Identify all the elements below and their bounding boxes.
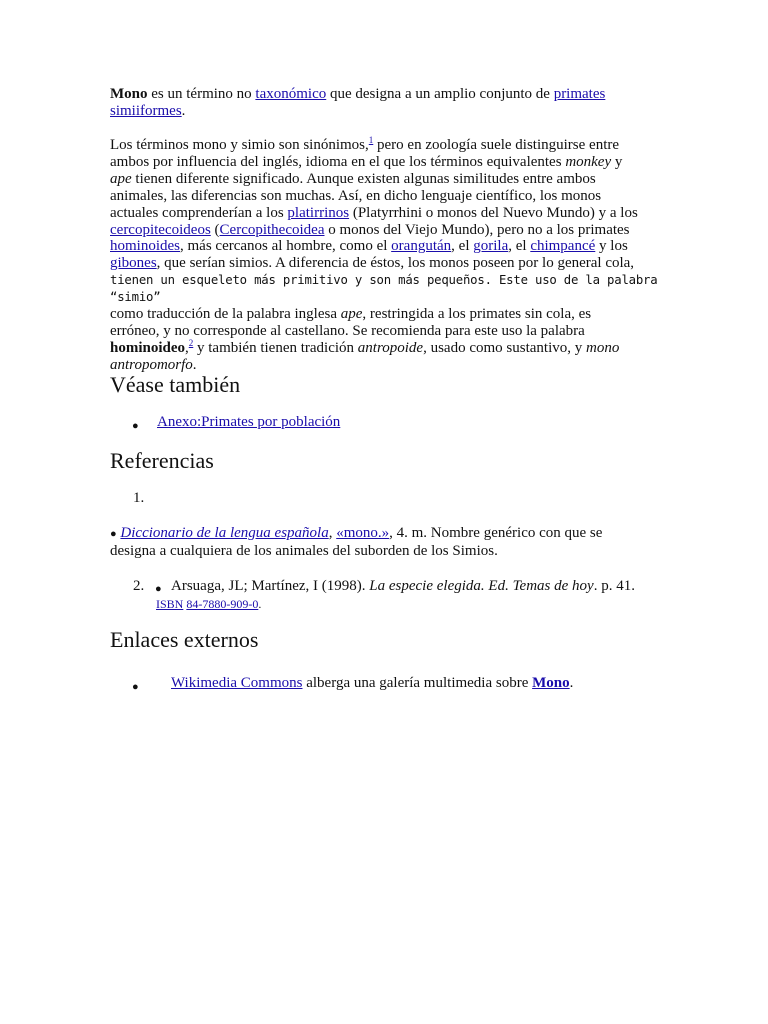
- reference-2-isbn: [156, 596, 261, 613]
- link-simiiformes[interactable]: simiiformes: [110, 102, 182, 119]
- link-anexo-primates[interactable]: Anexo:Primates por población: [157, 414, 341, 430]
- italic-ape: ape: [110, 170, 132, 187]
- ref-number-1: 1.: [133, 490, 145, 506]
- ref-link-2[interactable]: 2: [188, 337, 194, 348]
- link-hominoides[interactable]: hominoides: [110, 238, 180, 255]
- body-text: , más cercanos al hombre, como el: [180, 238, 392, 255]
- body-text: y: [611, 153, 623, 170]
- reference-2: [171, 578, 635, 595]
- italic-antropoide: antropoide: [357, 339, 424, 356]
- body-text: animales, las diferencias son muchas. Así, en dicho lenguaje científico, los monos: [110, 187, 602, 204]
- heading-see-also: Véase también: [110, 372, 241, 397]
- link-gibones[interactable]: gibones: [110, 255, 157, 272]
- body-paragraph: [110, 137, 670, 374]
- body-text: erróneo, y no corresponde al castellano. Se recomienda para este uso la palabra: [110, 322, 585, 339]
- body-text: ,: [185, 339, 189, 356]
- term-bold: Mono: [110, 86, 148, 102]
- body-text: y los: [595, 238, 628, 255]
- bullet-icon: ●: [155, 583, 162, 595]
- italic-monkey: monkey: [565, 153, 612, 170]
- ref-text: Arsuaga, JL; Martínez, I (1998).: [171, 578, 370, 594]
- link-taxonomico[interactable]: taxonómico: [255, 86, 327, 102]
- intro-text: es un término no: [147, 86, 256, 102]
- ref-text: ,: [328, 525, 337, 541]
- body-text: (Platyrrhini o monos del Nuevo Mundo) y a los: [349, 204, 638, 221]
- body-text: , el: [451, 238, 474, 255]
- ref-text: , 4. m. Nombre genérico con que se: [389, 525, 603, 541]
- body-text: tienen diferente significado. Aunque existen algunas similitudes entre ambos: [131, 170, 596, 187]
- intro-text: .: [181, 102, 186, 119]
- bullet-icon: ●: [132, 681, 139, 693]
- italic-ape: ape: [340, 306, 363, 323]
- link-cercopitecoideos[interactable]: cercopitecoideos: [110, 221, 211, 238]
- link-isbn-number[interactable]: 84-7880-909-0: [186, 597, 259, 611]
- link-orangutan[interactable]: orangután: [391, 238, 452, 255]
- body-text: actuales comprenderían a los: [110, 204, 288, 221]
- external-text: .: [569, 675, 574, 691]
- ref-text: . p. 41.: [593, 578, 635, 594]
- bold-hominoideo: hominoideo: [110, 339, 186, 356]
- ref-italic-title: La especie elegida. Ed. Temas de hoy: [369, 578, 594, 594]
- body-text: ambos por influencia del inglés, idioma en el que los términos equivalentes: [110, 153, 566, 170]
- body-text: pero en zoología suele distinguirse entre: [373, 137, 620, 153]
- ref-number-2: 2.: [133, 578, 145, 594]
- heading-external-links: Enlaces externos: [110, 627, 259, 652]
- body-text: , que serían simios. A diferencia de éstos, los monos poseen por lo general cola,: [156, 255, 635, 272]
- link-platirrinos[interactable]: platirrinos: [287, 204, 350, 221]
- body-text: como traducción de la palabra inglesa: [110, 306, 341, 323]
- body-text: .: [192, 356, 197, 373]
- body-text: , el: [508, 238, 531, 255]
- link-wikimedia-commons[interactable]: Wikimedia Commons: [171, 675, 303, 691]
- body-text: Los términos mono y simio son sinónimos,: [110, 137, 369, 153]
- heading-references: Referencias: [110, 448, 214, 473]
- body-text-mono: tienen un esqueleto más primitivo y son más pequeños. Este uso de la palabra “simio”: [110, 273, 658, 305]
- link-isbn[interactable]: ISBN: [156, 597, 184, 611]
- link-gorila[interactable]: gorila: [473, 238, 509, 255]
- ref-text: designa a cualquiera de los animales del suborden de los Simios.: [110, 542, 498, 559]
- italic-antropomorfo: antropomorfo: [110, 356, 193, 373]
- body-text: o monos del Viejo Mundo), pero no a los primates: [324, 221, 630, 238]
- link-primates[interactable]: primates: [553, 86, 606, 102]
- ref-text: .: [258, 597, 262, 611]
- external-text: alberga una galería multimedia sobre: [302, 675, 533, 691]
- ref-link-1[interactable]: 1: [368, 135, 374, 145]
- intro-paragraph: [110, 86, 605, 120]
- body-text: (: [210, 221, 220, 238]
- italic-mono: mono: [585, 339, 620, 356]
- bullet-icon: ●: [132, 420, 139, 432]
- link-mono-dle[interactable]: «mono.»: [336, 525, 390, 541]
- link-cercopithecoidea[interactable]: Cercopithecoidea: [219, 221, 325, 238]
- link-chimpance[interactable]: chimpancé: [530, 238, 596, 255]
- link-diccionario[interactable]: Diccionario de la lengua española: [120, 525, 329, 541]
- link-mono-commons[interactable]: Mono: [532, 675, 570, 691]
- external-link-item: [171, 675, 573, 692]
- reference-1: [110, 525, 602, 560]
- body-text: , restringida a los primates sin cola, es: [362, 306, 592, 323]
- body-text: , usado como sustantivo, y: [423, 339, 586, 356]
- intro-text: que designa a un amplio conjunto de: [326, 86, 554, 102]
- bullet-icon: ●: [110, 528, 117, 540]
- body-text: y también tienen tradición: [193, 339, 358, 356]
